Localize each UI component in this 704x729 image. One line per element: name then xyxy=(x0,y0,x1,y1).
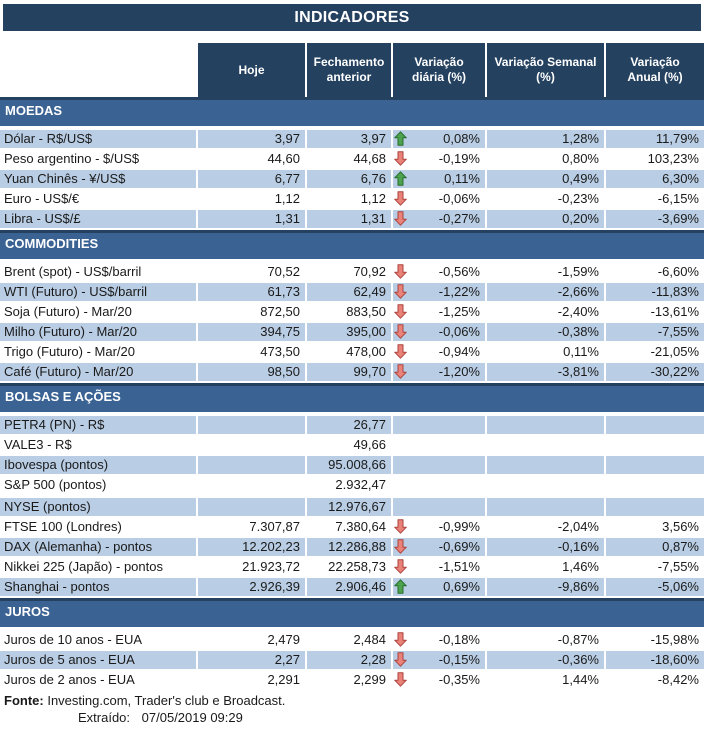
cell-variacao-anual: -6,60% xyxy=(606,263,704,281)
cell-hoje: 7.307,87 xyxy=(198,518,305,536)
table-row xyxy=(0,651,704,669)
variacao-diaria-value: -0,94% xyxy=(438,344,480,359)
table-row xyxy=(0,436,704,454)
cell-fechamento-anterior: 2,299 xyxy=(307,671,391,689)
cell-fechamento-anterior: 26,77 xyxy=(307,416,391,434)
table-row xyxy=(0,671,704,689)
cell-variacao-diaria xyxy=(393,456,485,474)
cell-variacao-semanal xyxy=(487,498,604,516)
cell-variacao-diaria xyxy=(393,323,485,341)
table-row xyxy=(0,558,704,576)
cell-variacao-semanal: -0,36% xyxy=(487,651,604,669)
table-row xyxy=(0,518,704,536)
cell-variacao-diaria xyxy=(393,190,485,208)
table-row xyxy=(0,578,704,596)
cell-variacao-anual xyxy=(606,416,704,434)
up-arrow-icon xyxy=(394,579,407,594)
down-arrow-icon xyxy=(394,652,407,667)
cell-hoje xyxy=(198,498,305,516)
cell-variacao-anual xyxy=(606,476,704,494)
cell-variacao-anual: -13,61% xyxy=(606,303,704,321)
table-row xyxy=(0,456,704,474)
variacao-diaria-value: -0,15% xyxy=(438,652,480,667)
table-row xyxy=(0,363,704,381)
cell-variacao-anual: -21,05% xyxy=(606,343,704,361)
row-label: Nikkei 225 (Japão) - pontos xyxy=(0,558,196,576)
cell-variacao-diaria xyxy=(393,210,485,228)
cell-variacao-semanal: -9,86% xyxy=(487,578,604,596)
row-label: Juros de 5 anos - EUA xyxy=(0,651,196,669)
cell-hoje xyxy=(198,416,305,434)
cell-variacao-semanal: 0,11% xyxy=(487,343,604,361)
cell-variacao-diaria xyxy=(393,518,485,536)
variacao-diaria-value: -1,22% xyxy=(438,284,480,299)
down-arrow-icon xyxy=(394,151,407,166)
source-label: Fonte: xyxy=(4,693,44,708)
cell-variacao-anual xyxy=(606,436,704,454)
variacao-diaria-value: -1,51% xyxy=(438,559,480,574)
variacao-diaria-value: 0,69% xyxy=(443,579,480,594)
table-row xyxy=(0,150,704,168)
column-header-variacao-diaria: Variação diária (%) xyxy=(393,43,485,97)
down-arrow-icon xyxy=(394,344,407,359)
cell-variacao-semanal: -1,59% xyxy=(487,263,604,281)
cell-variacao-diaria xyxy=(393,150,485,168)
cell-hoje: 1,31 xyxy=(198,210,305,228)
row-label: Café (Futuro) - Mar/20 xyxy=(0,363,196,381)
down-arrow-icon xyxy=(394,519,407,534)
variacao-diaria-value: -1,20% xyxy=(438,364,480,379)
cell-hoje: 21.923,72 xyxy=(198,558,305,576)
cell-variacao-semanal xyxy=(487,456,604,474)
cell-variacao-anual xyxy=(606,498,704,516)
cell-fechamento-anterior: 1,31 xyxy=(307,210,391,228)
table-row xyxy=(0,538,704,556)
cell-variacao-anual xyxy=(606,456,704,474)
extracted-line xyxy=(0,709,704,726)
cell-hoje: 394,75 xyxy=(198,323,305,341)
down-arrow-icon xyxy=(394,284,407,299)
down-arrow-icon xyxy=(394,632,407,647)
cell-variacao-anual: -11,83% xyxy=(606,283,704,301)
extracted-label: Extraído: xyxy=(78,710,131,725)
cell-variacao-diaria xyxy=(393,498,485,516)
down-arrow-icon xyxy=(394,672,407,687)
cell-variacao-diaria xyxy=(393,651,485,669)
cell-fechamento-anterior: 2,28 xyxy=(307,651,391,669)
variacao-diaria-value: 0,08% xyxy=(443,131,480,146)
variacao-diaria-value: -1,25% xyxy=(438,304,480,319)
column-header-spacer xyxy=(0,43,196,97)
cell-hoje: 98,50 xyxy=(198,363,305,381)
cell-variacao-semanal: -0,23% xyxy=(487,190,604,208)
page-title: INDICADORES xyxy=(3,4,701,31)
row-label: Yuan Chinês - ¥/US$ xyxy=(0,170,196,188)
cell-fechamento-anterior: 2.932,47 xyxy=(307,476,391,494)
cell-variacao-anual: 3,56% xyxy=(606,518,704,536)
cell-variacao-diaria xyxy=(393,578,485,596)
row-label: NYSE (pontos) xyxy=(0,498,196,516)
cell-variacao-anual: -30,22% xyxy=(606,363,704,381)
table-row xyxy=(0,343,704,361)
cell-hoje: 473,50 xyxy=(198,343,305,361)
cell-fechamento-anterior: 6,76 xyxy=(307,170,391,188)
variacao-diaria-value: -0,99% xyxy=(438,519,480,534)
cell-hoje: 1,12 xyxy=(198,190,305,208)
cell-hoje: 2,27 xyxy=(198,651,305,669)
cell-variacao-semanal: -3,81% xyxy=(487,363,604,381)
row-label: VALE3 - R$ xyxy=(0,436,196,454)
cell-variacao-anual: -5,06% xyxy=(606,578,704,596)
cell-fechamento-anterior: 70,92 xyxy=(307,263,391,281)
down-arrow-icon xyxy=(394,211,407,226)
cell-variacao-diaria xyxy=(393,283,485,301)
cell-fechamento-anterior: 12.286,88 xyxy=(307,538,391,556)
row-label: WTI (Futuro) - US$/barril xyxy=(0,283,196,301)
cell-variacao-diaria xyxy=(393,303,485,321)
down-arrow-icon xyxy=(394,264,407,279)
cell-hoje: 872,50 xyxy=(198,303,305,321)
section-header-bolsas-e-a-es: BOLSAS E AÇÕES xyxy=(0,383,704,412)
table-row xyxy=(0,631,704,649)
cell-fechamento-anterior: 883,50 xyxy=(307,303,391,321)
table-row xyxy=(0,170,704,188)
cell-variacao-semanal: -0,38% xyxy=(487,323,604,341)
variacao-diaria-value: -0,06% xyxy=(438,191,480,206)
cell-variacao-semanal: 1,44% xyxy=(487,671,604,689)
variacao-diaria-value: -0,19% xyxy=(438,151,480,166)
up-arrow-icon xyxy=(394,171,407,186)
down-arrow-icon xyxy=(394,364,407,379)
cell-variacao-semanal: 0,80% xyxy=(487,150,604,168)
row-label: Dólar - R$/US$ xyxy=(0,130,196,148)
table-row xyxy=(0,303,704,321)
table-row xyxy=(0,283,704,301)
column-header-hoje: Hoje xyxy=(198,43,305,97)
row-label: Milho (Futuro) - Mar/20 xyxy=(0,323,196,341)
extracted-timestamp: 07/05/2019 09:29 xyxy=(141,710,243,725)
cell-hoje: 44,60 xyxy=(198,150,305,168)
table-row xyxy=(0,323,704,341)
cell-fechamento-anterior: 2,484 xyxy=(307,631,391,649)
cell-variacao-semanal: -2,04% xyxy=(487,518,604,536)
cell-fechamento-anterior: 2.906,46 xyxy=(307,578,391,596)
cell-variacao-semanal: 0,20% xyxy=(487,210,604,228)
row-label: Libra - US$/£ xyxy=(0,210,196,228)
row-label: Soja (Futuro) - Mar/20 xyxy=(0,303,196,321)
table-row xyxy=(0,130,704,148)
down-arrow-icon xyxy=(394,559,407,574)
variacao-diaria-value: -0,35% xyxy=(438,672,480,687)
cell-variacao-semanal: -0,16% xyxy=(487,538,604,556)
cell-fechamento-anterior: 7.380,64 xyxy=(307,518,391,536)
cell-variacao-anual: -8,42% xyxy=(606,671,704,689)
cell-variacao-anual: 103,23% xyxy=(606,150,704,168)
cell-variacao-diaria xyxy=(393,343,485,361)
cell-variacao-semanal xyxy=(487,416,604,434)
cell-variacao-semanal xyxy=(487,476,604,494)
variacao-diaria-value: -0,56% xyxy=(438,264,480,279)
cell-hoje xyxy=(198,476,305,494)
cell-fechamento-anterior: 22.258,73 xyxy=(307,558,391,576)
table-row xyxy=(0,416,704,434)
cell-fechamento-anterior: 3,97 xyxy=(307,130,391,148)
cell-variacao-semanal: 1,28% xyxy=(487,130,604,148)
table-row xyxy=(0,498,704,516)
cell-fechamento-anterior: 12.976,67 xyxy=(307,498,391,516)
source-line xyxy=(0,692,704,709)
cell-variacao-semanal: 1,46% xyxy=(487,558,604,576)
cell-fechamento-anterior: 478,00 xyxy=(307,343,391,361)
cell-hoje xyxy=(198,436,305,454)
cell-variacao-anual: 6,30% xyxy=(606,170,704,188)
row-label: Brent (spot) - US$/barril xyxy=(0,263,196,281)
table-row xyxy=(0,210,704,228)
row-label: Euro - US$/€ xyxy=(0,190,196,208)
cell-variacao-diaria xyxy=(393,538,485,556)
cell-variacao-anual: -18,60% xyxy=(606,651,704,669)
column-header-row xyxy=(0,43,704,97)
row-label: Peso argentino - $/US$ xyxy=(0,150,196,168)
cell-variacao-diaria xyxy=(393,558,485,576)
cell-variacao-semanal: -0,87% xyxy=(487,631,604,649)
cell-variacao-semanal: -2,40% xyxy=(487,303,604,321)
cell-hoje: 2,479 xyxy=(198,631,305,649)
cell-variacao-diaria xyxy=(393,130,485,148)
cell-hoje xyxy=(198,456,305,474)
cell-hoje: 6,77 xyxy=(198,170,305,188)
cell-variacao-diaria xyxy=(393,476,485,494)
cell-variacao-anual: -6,15% xyxy=(606,190,704,208)
variacao-diaria-value: -0,27% xyxy=(438,211,480,226)
cell-variacao-diaria xyxy=(393,631,485,649)
table-body xyxy=(0,97,704,689)
section-header-juros: JUROS xyxy=(0,598,704,627)
cell-variacao-semanal: -2,66% xyxy=(487,283,604,301)
footer xyxy=(0,692,704,726)
cell-fechamento-anterior: 49,66 xyxy=(307,436,391,454)
cell-variacao-diaria xyxy=(393,170,485,188)
section-header-moedas: MOEDAS xyxy=(0,97,704,126)
row-label: S&P 500 (pontos) xyxy=(0,476,196,494)
cell-variacao-anual: -7,55% xyxy=(606,558,704,576)
cell-fechamento-anterior: 1,12 xyxy=(307,190,391,208)
cell-hoje: 3,97 xyxy=(198,130,305,148)
down-arrow-icon xyxy=(394,324,407,339)
cell-variacao-diaria xyxy=(393,416,485,434)
down-arrow-icon xyxy=(394,539,407,554)
cell-variacao-diaria xyxy=(393,436,485,454)
row-label: Shanghai - pontos xyxy=(0,578,196,596)
up-arrow-icon xyxy=(394,131,407,146)
cell-fechamento-anterior: 99,70 xyxy=(307,363,391,381)
variacao-diaria-value: -0,06% xyxy=(438,324,480,339)
cell-hoje: 70,52 xyxy=(198,263,305,281)
cell-variacao-diaria xyxy=(393,263,485,281)
column-header-fechamento-anterior: Fechamento anterior xyxy=(307,43,391,97)
variacao-diaria-value: 0,11% xyxy=(444,171,480,186)
cell-fechamento-anterior: 95.008,66 xyxy=(307,456,391,474)
cell-variacao-diaria xyxy=(393,363,485,381)
cell-variacao-semanal xyxy=(487,436,604,454)
source-text: Investing.com, Trader's club e Broadcast. xyxy=(47,693,286,708)
variacao-diaria-value: -0,18% xyxy=(438,632,480,647)
down-arrow-icon xyxy=(394,304,407,319)
cell-variacao-anual: -7,55% xyxy=(606,323,704,341)
column-header-variacao-semanal: Variação Semanal (%) xyxy=(487,43,604,97)
cell-hoje: 61,73 xyxy=(198,283,305,301)
row-label: DAX (Alemanha) - pontos xyxy=(0,538,196,556)
cell-fechamento-anterior: 44,68 xyxy=(307,150,391,168)
cell-variacao-anual: 11,79% xyxy=(606,130,704,148)
cell-variacao-anual: -15,98% xyxy=(606,631,704,649)
cell-variacao-diaria xyxy=(393,671,485,689)
table-row xyxy=(0,190,704,208)
section-header-commodities: COMMODITIES xyxy=(0,230,704,259)
row-label: Juros de 10 anos - EUA xyxy=(0,631,196,649)
column-header-variacao-anual: Variação Anual (%) xyxy=(606,43,704,97)
variacao-diaria-value: -0,69% xyxy=(438,539,480,554)
cell-fechamento-anterior: 62,49 xyxy=(307,283,391,301)
cell-variacao-anual: -3,69% xyxy=(606,210,704,228)
row-label: Trigo (Futuro) - Mar/20 xyxy=(0,343,196,361)
cell-fechamento-anterior: 395,00 xyxy=(307,323,391,341)
row-label: Juros de 2 anos - EUA xyxy=(0,671,196,689)
cell-hoje: 2.926,39 xyxy=(198,578,305,596)
row-label: PETR4 (PN) - R$ xyxy=(0,416,196,434)
down-arrow-icon xyxy=(394,191,407,206)
row-label: FTSE 100 (Londres) xyxy=(0,518,196,536)
cell-variacao-anual: 0,87% xyxy=(606,538,704,556)
cell-hoje: 12.202,23 xyxy=(198,538,305,556)
table-row xyxy=(0,476,704,494)
cell-variacao-semanal: 0,49% xyxy=(487,170,604,188)
cell-hoje: 2,291 xyxy=(198,671,305,689)
table-row xyxy=(0,263,704,281)
row-label: Ibovespa (pontos) xyxy=(0,456,196,474)
